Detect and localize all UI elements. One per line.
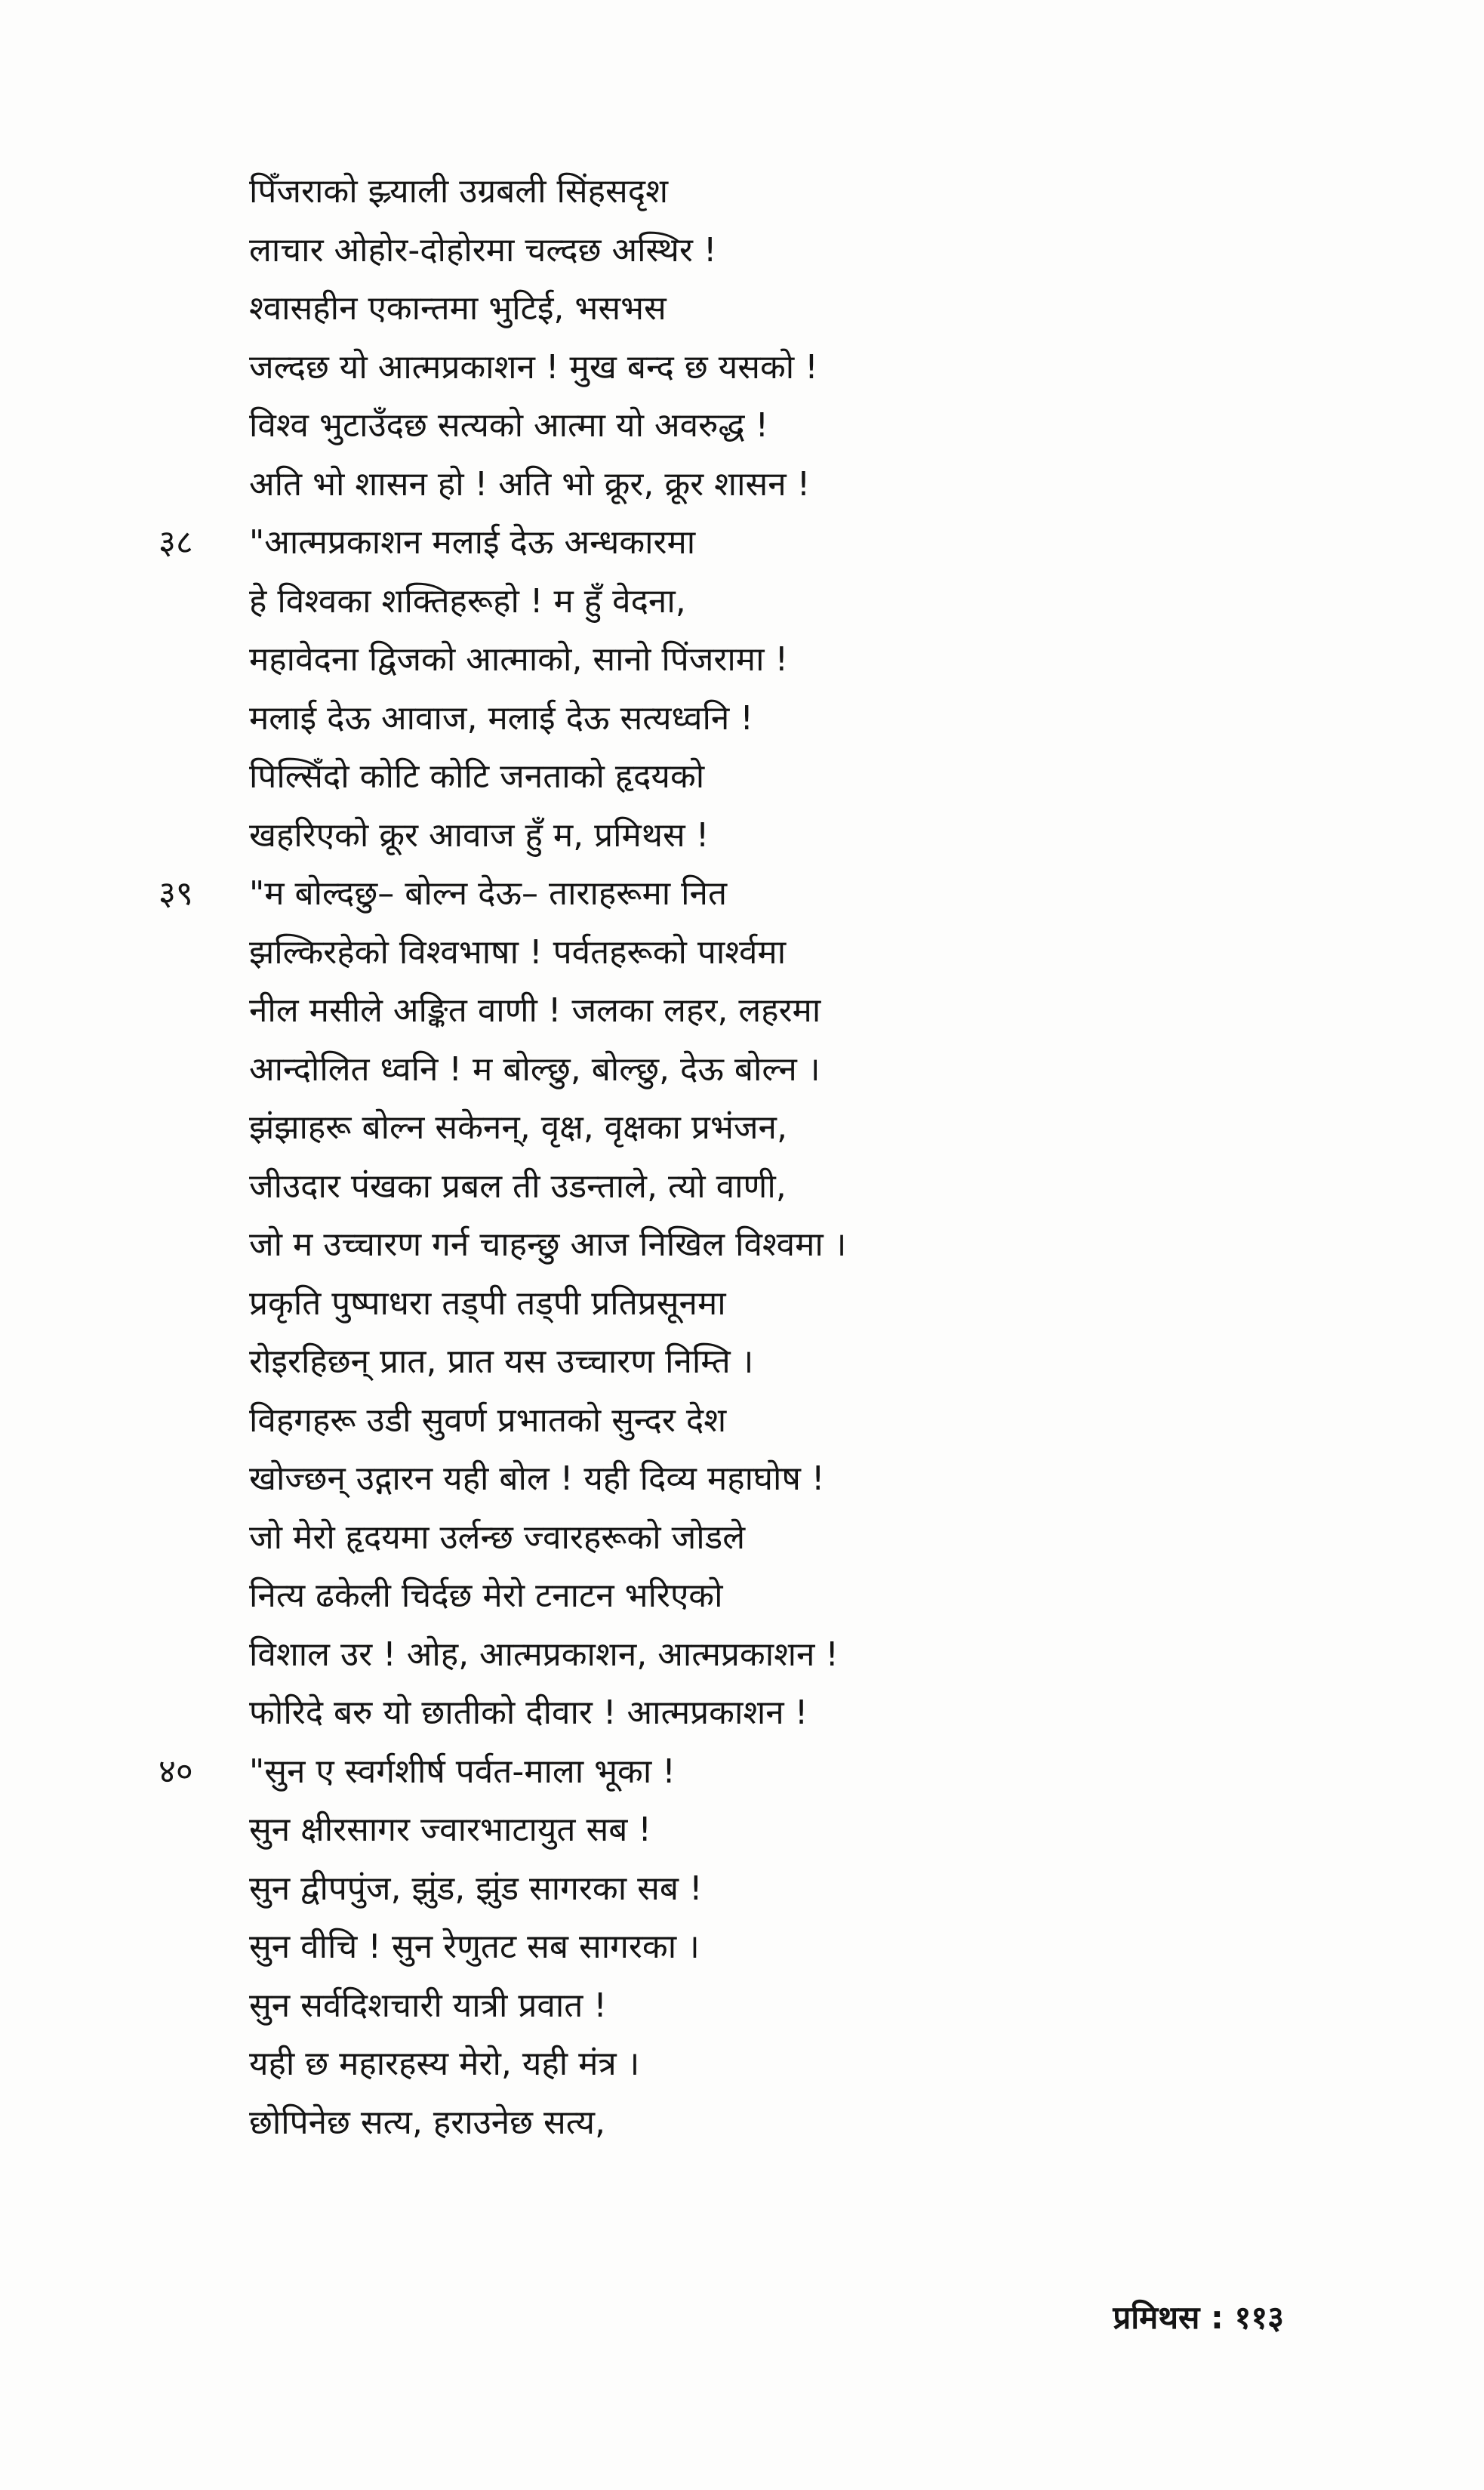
poem-line [159,982,1336,1040]
poem-line-text: जो म उच्चारण गर्न चाहन्छु आज निखिल विश्वमा । [249,1225,847,1264]
poem-line-text: "म बोल्दछु– बोल्न देऊ– ताराहरूमा नित [249,874,728,913]
poem-line-text: जो मेरो हृदयमा उर्लन्छ ज्वारहरूको जोडले [249,1518,746,1557]
poem-line-text: सुन सर्वदिशचारी यात्री प्रवात ! [249,1986,607,2025]
poem-line [159,279,1336,338]
poem-line [159,455,1336,514]
poem-line [159,1860,1336,1918]
poem-line-text: मलाई देऊ आवाज, मलाई देऊ सत्यध्वनि ! [249,698,753,738]
poem-line [159,1157,1336,1216]
poem-line [159,1508,1336,1567]
poem-line-text: यही छ महारहस्य मेरो, यही मंत्र । [249,2045,640,2083]
poem-line-text: सुन वीचि ! सुन रेणुतट सब सागरका । [249,1928,700,1966]
poem-line-text: विशाल उर ! ओह, आत्मप्रकाशन, आत्मप्रकाशन ! [249,1635,839,1674]
page-footer: प्रमिथस : ११३ [1113,2299,1284,2336]
poem-line-text: खहरिएको क्रूर आवाज हुँ म, प्रमिथस ! [249,815,710,855]
poem-line [159,572,1336,631]
poem-line-text: अति भो शासन हो ! अति भो क्रूर, क्रूर शासन ! [249,464,811,504]
poem-line [159,1216,1336,1274]
poem-line-text: झंझाहरू बोल्न सकेनन्, वृक्ष, वृक्षका प्रभंजन, [249,1108,787,1147]
poem-line-text: खोज्छन् उद्गारन यही बोल ! यही दिव्य महाघोष ! [249,1459,825,1498]
poem-line [159,2094,1336,2153]
poem-line-text: सुन द्वीपपुंज, झुंड, झुंड सागरका सब ! [249,1869,703,1908]
poem-line-text: प्रकृति पुष्पाधरा तड्पी तड्पी प्रतिप्रसूनमा [249,1284,726,1323]
poem-line [159,1040,1336,1099]
poem-line [159,162,1336,221]
poem-line-text: नील मसीले अङ्कित वाणी ! जलका लहर, लहरमा [249,991,821,1030]
poem-line [159,864,1336,923]
poem-line [159,689,1336,748]
poem-line [159,806,1336,865]
poem-line [159,338,1336,397]
poem-line-text: विहगहरू उडी सुवर्ण प्रभातको सुन्दर देश [249,1401,727,1440]
poem-line [159,2035,1336,2094]
poem-line [159,1743,1336,1801]
poem-line [159,1684,1336,1743]
poem-line [159,513,1336,572]
poem-line [159,923,1336,982]
stanza-number: ४० [159,1752,193,1791]
poem-line [159,1333,1336,1391]
poem-line-text: जल्दछ यो आत्मप्रकाशन ! मुख बन्द छ यसको ! [249,347,818,387]
poem-line-text: पिल्सिँदो कोटि कोटि जनताको हृदयको [249,757,705,796]
stanza-number: ३९ [159,874,193,913]
poem-line [159,1567,1336,1626]
poem-line-text: श्वासहीन एकान्तमा भुटिई, भसभस [249,289,667,328]
stanza-number: ३८ [159,523,193,562]
poem-line-text: नित्य ढकेली चिर्दछ मेरो टनाटन भरिएको [249,1576,723,1615]
poem-line [159,630,1336,689]
poem-line [159,1274,1336,1333]
poem-line [159,1391,1336,1450]
poem-line-text: फोरिदे बरु यो छातीको दीवार ! आत्मप्रकाशन ! [249,1693,808,1732]
poem-line [159,1626,1336,1684]
poem-line-text: पिँजराको झ्र्याली उग्रबली सिंहसदृश [249,172,669,211]
poem-line-text: "सुन ए स्वर्गशीर्ष पर्वत-माला भूका ! [249,1752,676,1791]
poem-line-text: सुन क्षीरसागर ज्वारभाटायुत सब ! [249,1810,651,1849]
poem-line-text: छोपिनेछ सत्य, हराउनेछ सत्य, [249,2103,606,2142]
poem-line-text: झल्किरहेको विश्वभाषा ! पर्वतहरूको पार्श्वमा [249,932,787,972]
poem-line-text: "आत्मप्रकाशन मलाई देऊ अन्धकारमा [249,523,696,562]
poem-line [159,1099,1336,1157]
poem-line [159,221,1336,280]
poem-line [159,747,1336,806]
poem-line [159,1450,1336,1508]
poem-line [159,396,1336,455]
poem-line [159,1801,1336,1860]
poem-line [159,1977,1336,2035]
poem-line-text: लाचार ओहोर-दोहोरमा चल्दछ अस्थिर ! [249,230,717,270]
poem-text-block [159,162,1336,2152]
poem-line-text: रोइरहिछन् प्रात, प्रात यस उच्चारण निम्ति । [249,1342,754,1381]
poem-line-text: हे विश्वका शक्तिहरूहो ! म हुँ वेदना, [249,581,686,621]
poem-line-text: जीउदार पंखका प्रबल ती उडन्ताले, त्यो वाणी, [249,1166,787,1206]
poem-line [159,1918,1336,1977]
poem-line-text: आन्दोलित ध्वनि ! म बोल्छु, बोल्छु, देऊ बोल्न । [249,1049,821,1089]
poem-line-text: विश्व भुटाउँदछ सत्यको आत्मा यो अवरुद्ध ! [249,406,769,445]
poem-line-text: महावेदना द्विजको आत्माको, सानो पिंजरामा ! [249,640,789,679]
